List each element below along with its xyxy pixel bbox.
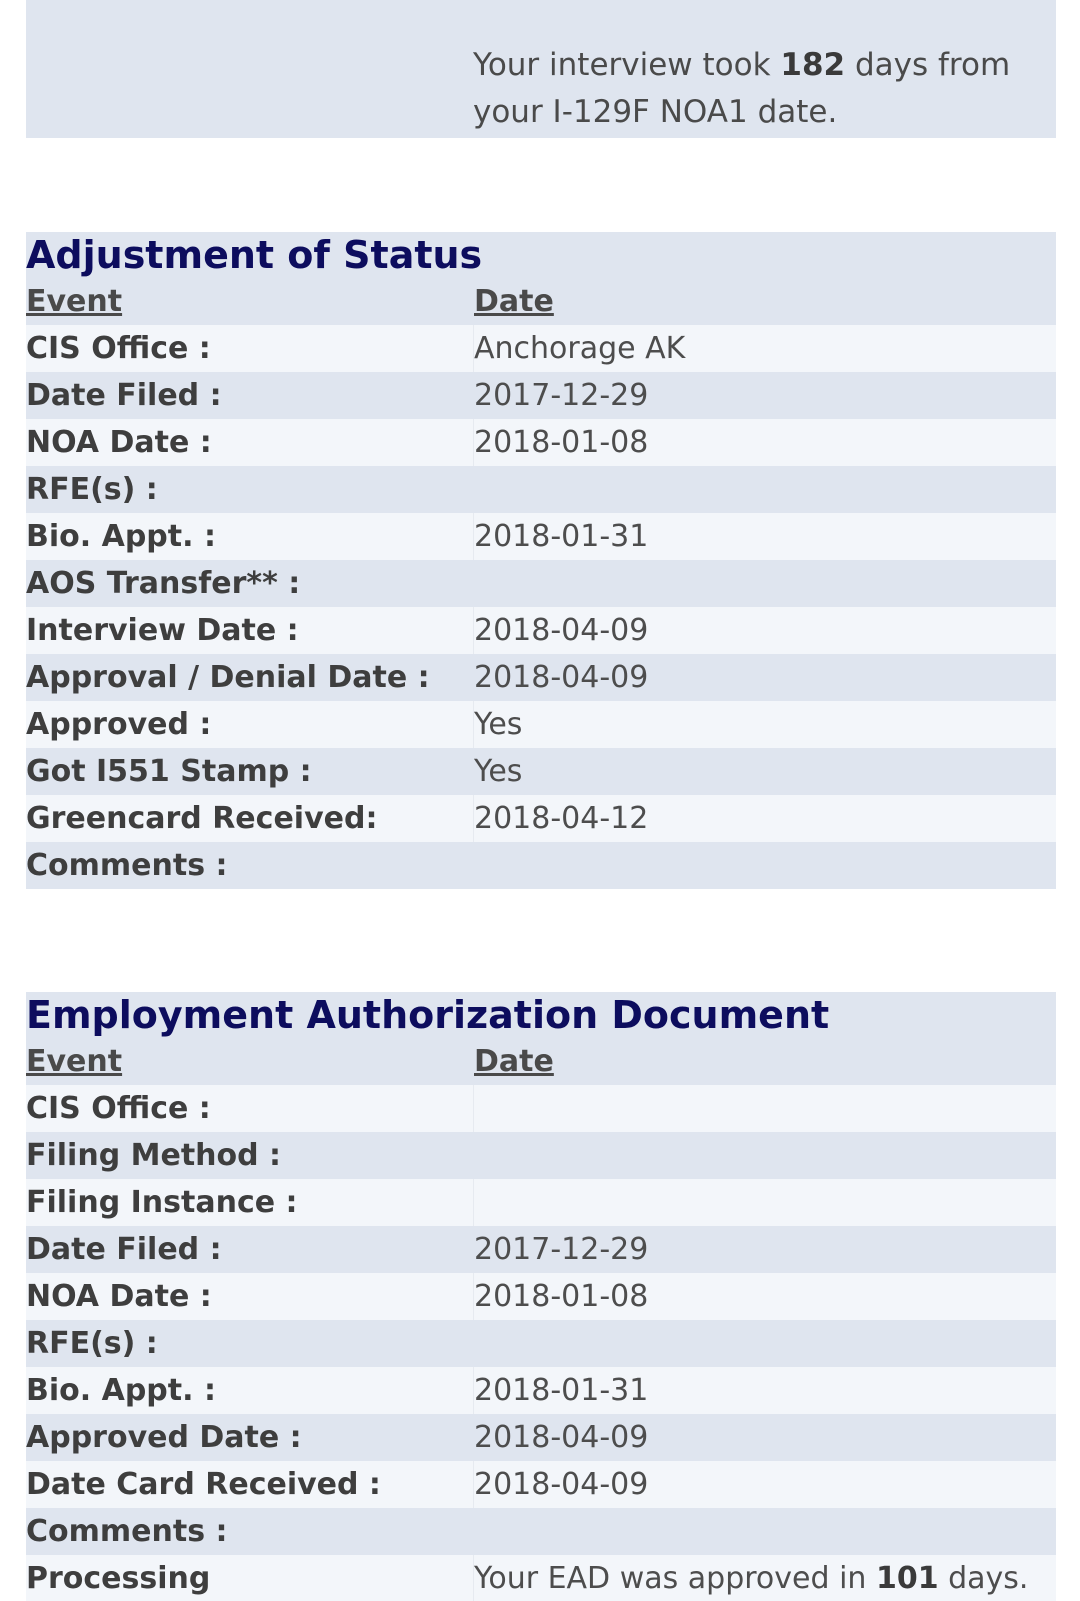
row-value: 2018-04-09 xyxy=(474,1420,649,1455)
row-value: Anchorage AK xyxy=(473,325,1056,372)
row-label: CIS Office : xyxy=(26,331,211,366)
table-row xyxy=(26,1085,1056,1132)
row-value xyxy=(473,842,1056,889)
row-label: Comments : xyxy=(26,1514,228,1549)
row-value: 2018-04-09 xyxy=(473,1461,1056,1508)
ead-header-event: Event xyxy=(26,1044,123,1079)
interview-days-count: 182 xyxy=(780,47,846,83)
table-row xyxy=(26,1132,1056,1179)
row-value xyxy=(473,466,1056,513)
row-value xyxy=(473,1508,1056,1555)
row-value: Yes xyxy=(473,701,1056,748)
ead-processing-suffix: days. xyxy=(938,1561,1029,1596)
table-row xyxy=(26,1226,1056,1273)
row-label: NOA Date : xyxy=(26,425,212,460)
table-row xyxy=(26,842,1056,889)
row-value: 2018-04-09 xyxy=(474,660,649,695)
table-row xyxy=(26,795,1056,842)
aos-table-body xyxy=(26,325,1056,889)
table-row xyxy=(26,654,1056,701)
row-value xyxy=(473,1085,1056,1132)
row-value: 2018-01-31 xyxy=(473,1367,1056,1414)
row-value xyxy=(473,1179,1056,1226)
ead-table-header xyxy=(26,1039,1056,1085)
ead-processing-prefix: Your EAD was approved in xyxy=(474,1561,876,1596)
row-value xyxy=(473,1132,1056,1179)
table-row xyxy=(26,560,1056,607)
row-value: 2017-12-29 xyxy=(474,1232,649,1267)
table-row xyxy=(26,701,1056,748)
row-label: Approved Date : xyxy=(26,1420,302,1455)
row-label: CIS Office : xyxy=(26,1091,211,1126)
row-value xyxy=(473,1320,1056,1367)
table-row xyxy=(26,1508,1056,1555)
table-row xyxy=(26,1367,1056,1414)
row-label: RFE(s) : xyxy=(26,472,158,507)
aos-header-event: Event xyxy=(26,284,123,319)
ead-processing-label: Processing xyxy=(26,1561,211,1596)
interview-summary-block xyxy=(26,0,1056,138)
row-value: 2018-01-31 xyxy=(473,513,1056,560)
interview-note-suffix: days from your I-129F NOA1 date. xyxy=(473,47,1011,130)
ead-section-title: Employment Authorization Document xyxy=(26,992,1056,1039)
table-row xyxy=(26,1179,1056,1226)
aos-table-header xyxy=(26,279,1056,325)
row-value: 2018-04-09 xyxy=(473,607,1056,654)
row-label: Greencard Received: xyxy=(26,801,378,836)
table-row xyxy=(26,607,1056,654)
row-value xyxy=(473,560,1056,607)
aos-header-date: Date xyxy=(474,284,554,319)
ead-processing-row xyxy=(26,1555,1056,1601)
table-row xyxy=(26,1320,1056,1367)
table-row xyxy=(26,513,1056,560)
row-label: Got I551 Stamp : xyxy=(26,754,312,789)
row-label: Date Card Received : xyxy=(26,1467,381,1502)
row-value: 2018-04-12 xyxy=(473,795,1056,842)
table-row xyxy=(26,419,1056,466)
row-label: AOS Transfer** : xyxy=(26,566,301,601)
row-label: Filing Method : xyxy=(26,1138,282,1173)
row-label: Bio. Appt. : xyxy=(26,519,216,554)
row-label: Date Filed : xyxy=(26,378,222,413)
table-row xyxy=(26,748,1056,795)
row-label: RFE(s) : xyxy=(26,1326,158,1361)
aos-section-title: Adjustment of Status xyxy=(26,232,1056,279)
row-value: 2017-12-29 xyxy=(474,378,649,413)
table-row xyxy=(26,1461,1056,1508)
row-label: Filing Instance : xyxy=(26,1185,298,1220)
row-value: 2018-01-08 xyxy=(473,1273,1056,1320)
table-row xyxy=(26,372,1056,419)
table-row xyxy=(26,325,1056,372)
row-label: NOA Date : xyxy=(26,1279,212,1314)
ead-processing-value xyxy=(473,1555,1056,1601)
row-label: Approved : xyxy=(26,707,212,742)
table-row xyxy=(26,1414,1056,1461)
table-row xyxy=(26,1273,1056,1320)
ead-table-body xyxy=(26,1085,1056,1555)
row-label: Bio. Appt. : xyxy=(26,1373,216,1408)
row-label: Interview Date : xyxy=(26,613,299,648)
interview-note-prefix: Your interview took xyxy=(473,47,781,83)
ead-processing-days: 101 xyxy=(875,1561,939,1596)
aos-section xyxy=(26,232,1056,889)
row-value: Yes xyxy=(474,754,523,789)
ead-header-date: Date xyxy=(474,1044,554,1079)
interview-duration-note xyxy=(473,42,1033,136)
row-label: Approval / Denial Date : xyxy=(26,660,430,695)
row-label: Date Filed : xyxy=(26,1232,222,1267)
ead-section xyxy=(26,992,1056,1601)
row-label: Comments : xyxy=(26,848,228,883)
row-value: 2018-01-08 xyxy=(473,419,1056,466)
table-row xyxy=(26,466,1056,513)
